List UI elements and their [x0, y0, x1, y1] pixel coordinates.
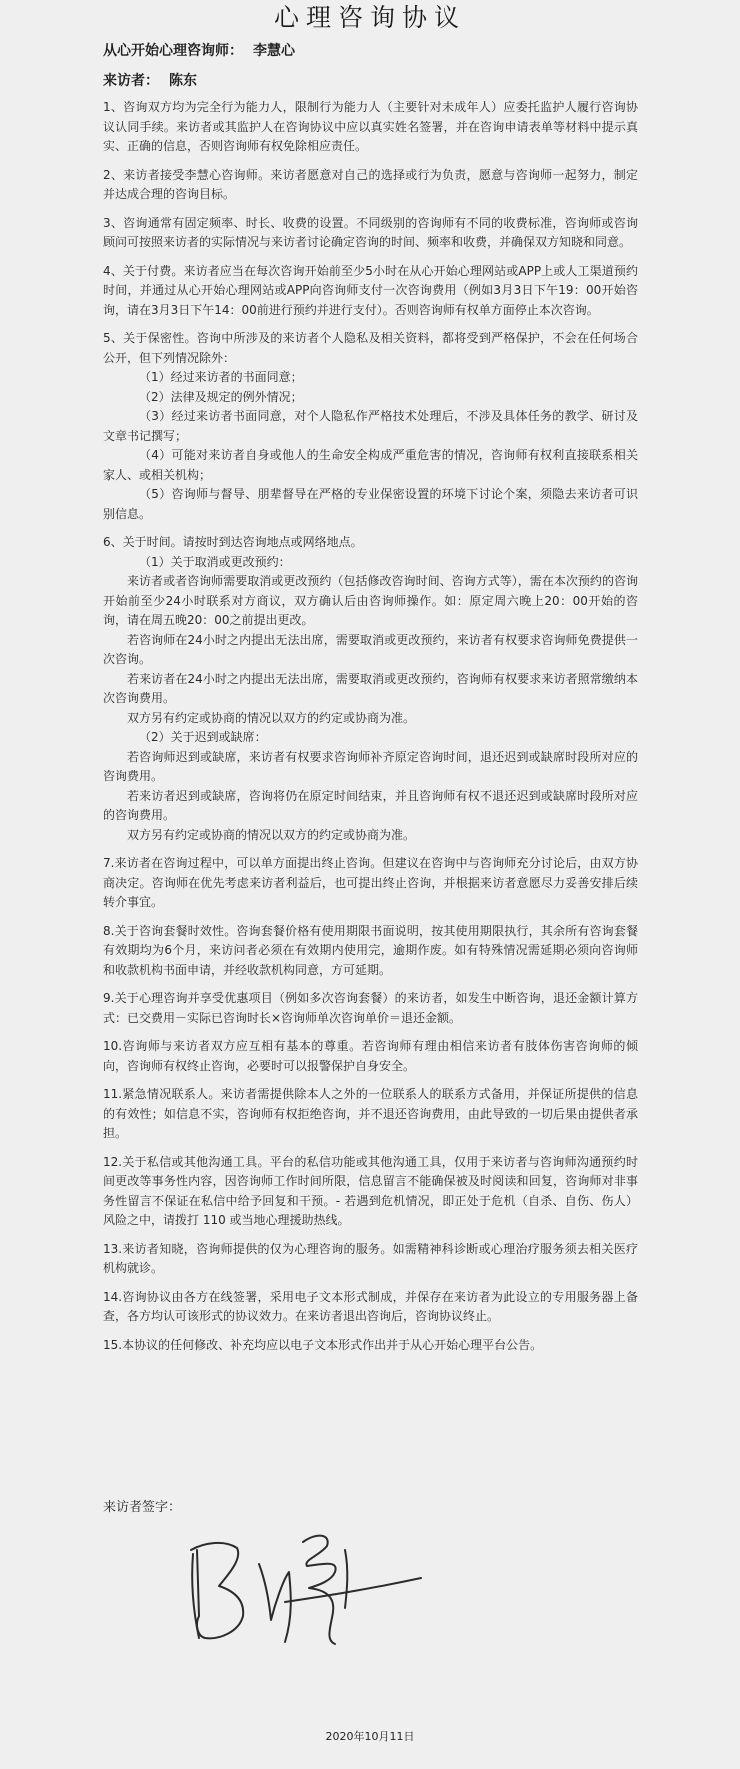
handwritten-signature	[185, 1520, 425, 1650]
clause-subitem: （2）关于迟到或缺席：	[139, 730, 267, 744]
signature-label: 来访者签字：	[103, 1500, 182, 1515]
agreement-clause: 15.本协议的任何修改、补充均应以电子文本形式作出并于从心开始心理平台公告。	[103, 1337, 543, 1352]
client-label: 来访者：	[103, 73, 159, 89]
clause-subitem: 若咨询师在24小时之内提出无法出席，需要取消或更改预约，来访者有权要求咨询师免费提供一次咨询。	[103, 632, 638, 666]
clause-subitem: （1）经过来访者的书面同意；	[139, 370, 303, 384]
counselor-name: 李慧心	[253, 43, 295, 59]
clause-subitem: 双方另有约定或协商的情况以双方的约定或协商为准。	[127, 710, 416, 725]
agreement-clause: 3、咨询通常有固定频率、时长、收费的设置。不同级别的咨询师有不同的收费标准，咨询师或咨询顾问可按照来访者的实际情况与来访者讨论确定咨询的时间、频率和收费，并确保双方知晓和同意。	[103, 215, 638, 249]
counselor-line	[103, 40, 295, 60]
agreement-clause: 9.关于心理咨询并享受优惠项目（例如多次咨询套餐）的来访者，如发生中断咨询，退还金额计算方式：已交费用－实际已咨询时长×咨询师单次咨询单价＝退还金额。	[103, 991, 638, 1025]
agreement-clause: 10.咨询师与来访者双方应互相有基本的尊重。若咨询师有理由相信来访者有肢体伤害咨询师的倾向，咨询师有权终止咨询，必要时可以报警保护自身安全。	[103, 1039, 638, 1073]
agreement-clause: 6、关于时间。请按时到达咨询地点或网络地点。	[103, 535, 363, 549]
clause-subitem: （2）法律及规定的例外情况；	[139, 389, 303, 404]
clause-subitem: 双方另有约定或协商的情况以双方的约定或协商为准。	[127, 827, 416, 842]
agreement-clause: 4、关于付费。来访者应当在每次咨询开始前至少5小时在从心开始心理网站或APP上或人工渠道预约时间，并通过从心开始心理网站或APP向咨询师支付一次咨询费用（例如3月3日下午19：00开始咨询，请在3月3日下午14：00前进行预约并进行支付）。否则咨询师有权单方面停止本次咨询。	[103, 263, 638, 317]
clause-subitem: （4）可能对来访者自身或他人的生命安全构成严重危害的情况，咨询师有权利直接联系相关家人、或相关机构；	[103, 448, 638, 482]
agreement-clause: 12.关于私信或其他沟通工具。平台的私信功能或其他沟通工具，仅用于来访者与咨询师沟通预约时间更改等事务性内容，因咨询师工作时间所限，信息留言不能确保被及时阅读和回复，咨询师对非事务性留言不保证在私信中给予回复和干预。- 若遇到危机情况，即正处于危机（自杀、自伤、伤人）风险之中，请拨打 110 或当地心理援助热线。	[103, 1154, 638, 1227]
agreement-clause: 14.咨询协议由各方在线签署，采用电子文本形式制成，并保存在来访者为此设立的专用服务器上备查，各方均认可该形式的协议效力。在来访者退出咨询后，咨询协议终止。	[103, 1289, 638, 1323]
client-name: 陈东	[169, 73, 197, 89]
agreement-clause: 11.紧急情况联系人。来访者需提供除本人之外的一位联系人的联系方式备用，并保证所提供的信息的有效性；如信息不实，咨询师有权拒绝咨询，并不退还咨询费用，由此导致的一切后果由提供者承担。	[103, 1087, 638, 1140]
clause-subitem: （1）关于取消或更改预约：	[139, 554, 291, 569]
document-title: 心理咨询协议	[273, 3, 466, 32]
agreement-clause: 8.关于咨询套餐时效性。咨询套餐价格有使用期限书面说明，按其使用期限执行，其余所有咨询套餐有效期均为6个月，来访问者必须在有效期内使用完，逾期作废。如有特殊情况需延期必须向咨询师和收款机构书面申请，并经收款机构同意，方可延期。	[103, 923, 638, 977]
agreement-clause: 1、咨询双方均为完全行为能力人，限制行为能力人（主要针对未成年人）应委托监护人履行咨询协议认同手续。来访者或其监护人在咨询协议中应以真实姓名签署，并在咨询申请表单等材料中提示真实、正确的信息，否则咨询师有权免除相应责任。	[103, 100, 638, 153]
signing-date: 2020年10月11日	[325, 1730, 415, 1743]
clause-subitem: 来访者或者咨询师需要取消或更改预约（包括修改咨询时间、咨询方式等），需在本次预约的咨询开始前至少24小时联系对方商议，双方确认后由咨询师操作。如：原定周六晚上20：00开始的咨询，请在周五晚20：00之前提出更改。	[103, 574, 638, 627]
agreement-clauses	[103, 98, 638, 1355]
agreement-clause: 7.来访者在咨询过程中，可以单方面提出终止咨询。但建议在咨询中与咨询师充分讨论后，由双方协商决定。咨询师在优先考虑来访者利益后，也可提出终止咨询，并根据来访者意愿尽力妥善安排后续转介事宜。	[103, 856, 638, 909]
clause-subitem: 若咨询师迟到或缺席，来访者有权要求咨询师补齐原定咨询时间，退还迟到或缺席时段所对应的咨询费用。	[103, 749, 638, 783]
clause-subitem: 若来访者迟到或缺席，咨询将仍在原定时间结束，并且咨询师有权不退还迟到或缺席时段所对应的咨询费用。	[103, 788, 638, 822]
clause-subitem: （5）咨询师与督导、朋辈督导在严格的专业保密设置的环境下讨论个案，须隐去来访者可识别信息。	[103, 487, 638, 521]
agreement-clause: 2、来访者接受李慧心咨询师。来访者愿意对自己的选择或行为负责，愿意与咨询师一起努力，制定并达成合理的咨询目标。	[103, 167, 638, 201]
client-line	[103, 70, 197, 90]
agreement-clause: 5、关于保密性。咨询中所涉及的来访者个人隐私及相关资料，都将受到严格保护，不会在任何场合公开，但下列情况除外：	[103, 331, 638, 365]
clause-subitem: 若来访者在24小时之内提出无法出席，需要取消或更改预约，咨询师有权要求来访者照常缴纳本次咨询费用。	[103, 671, 638, 705]
counselor-label: 从心开始心理咨询师：	[103, 43, 243, 59]
clause-subitem: （3）经过来访者书面同意，对个人隐私作严格技术处理后，不涉及具体任务的教学、研讨及文章书记撰写；	[103, 409, 638, 443]
agreement-clause: 13.来访者知晓，咨询师提供的仅为心理咨询的服务。如需精神科诊断或心理治疗服务须去相关医疗机构就诊。	[103, 1241, 638, 1275]
